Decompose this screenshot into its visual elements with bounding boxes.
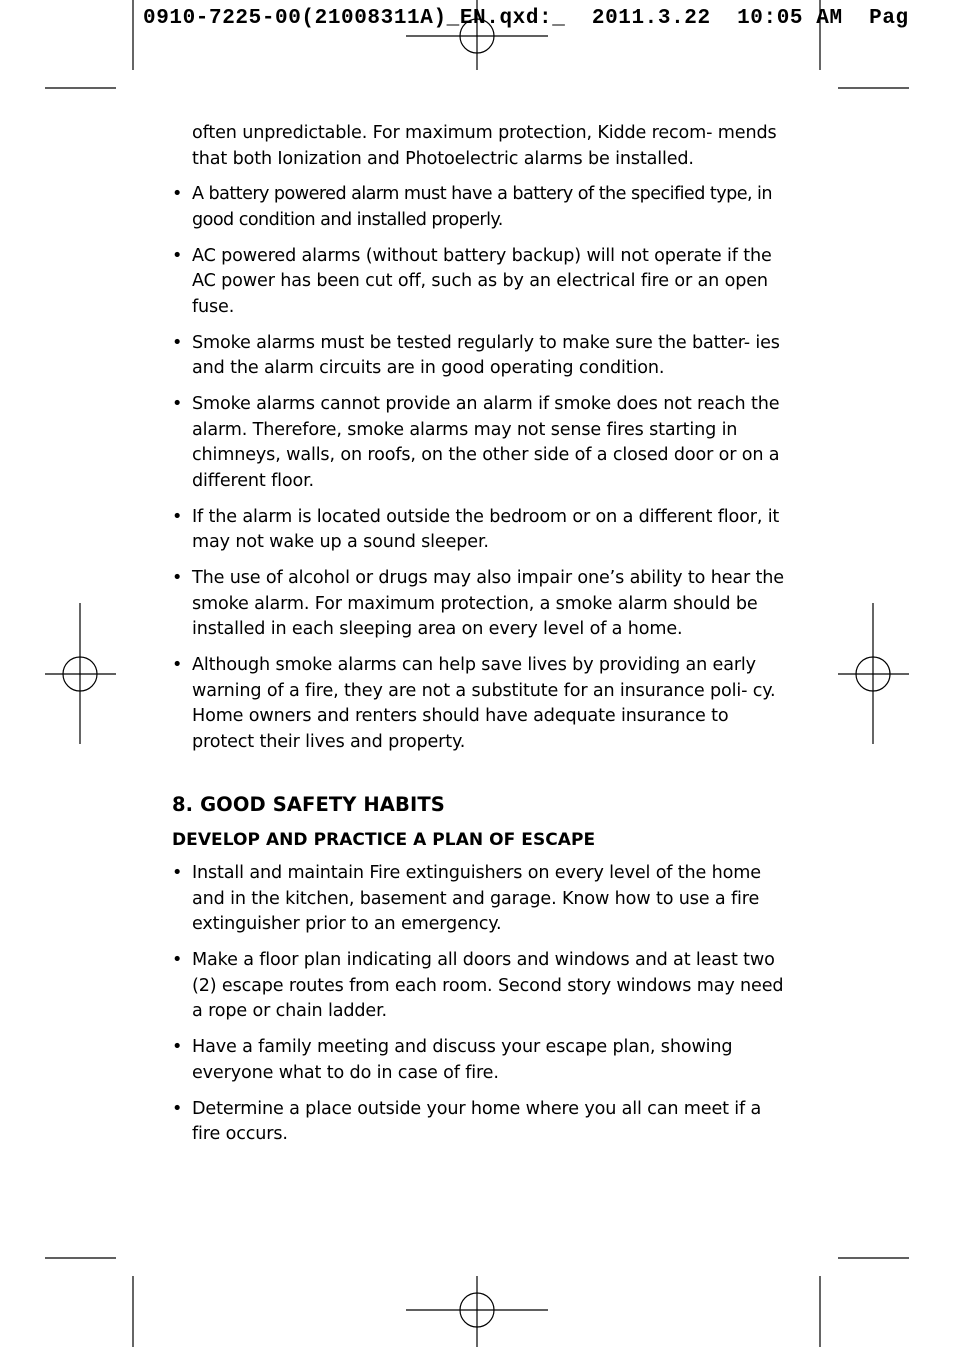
bullet-icon: • — [172, 655, 183, 675]
section-subheading: DEVELOP AND PRACTICE A PLAN OF ESCAPE — [172, 830, 596, 850]
list-item — [172, 1035, 787, 1086]
registration-target-left — [45, 603, 116, 744]
registration-target-bottom — [406, 1276, 548, 1347]
section-title: 8. GOOD SAFETY HABITS — [172, 793, 445, 816]
list-item — [172, 331, 787, 382]
bullet-icon: • — [172, 394, 183, 414]
bullet-icon: • — [172, 568, 183, 588]
bullet-icon: • — [172, 184, 182, 204]
list-item-text: Install and maintain Fire extinguishers on every level of the home and in the kitchen, basement and garage. Know how to use a fire extinguisher prior to an emergency. — [192, 863, 761, 934]
list-item — [172, 566, 787, 643]
list-item-text: Smoke alarms cannot provide an alarm if smoke does not reach the alarm. Therefore, smoke alarms may not sense fires starting in chimneys, walls, on roofs, on the other side of a closed door or on a different floor. — [192, 394, 780, 491]
list-item-text: AC powered alarms (without battery backup) will not operate if the AC power has been cut off, such as by an electrical fire or an open fuse. — [192, 245, 772, 317]
list-item — [172, 948, 787, 1025]
list-item — [172, 505, 787, 556]
list-item-text: Have a family meeting and discuss your escape plan, showing everyone what to do in case of fire. — [192, 1037, 733, 1083]
list-item-text: A battery powered alarm must have a battery of the specified type, in good condition and installed properly. — [192, 184, 772, 230]
limitations-list — [172, 182, 787, 755]
bullet-icon: • — [172, 950, 183, 970]
list-item — [172, 244, 787, 321]
print-slug-line: 0910-7225-00(21008311A)_EN.qxd:_ 2011.3.22 10:05 AM Pag — [143, 7, 909, 30]
registration-target-top — [406, 0, 548, 70]
list-item-text: The use of alcohol or drugs may also impair one’s ability to hear the smoke alarm. For maximum protection, a smoke alarm should be installed in each sleeping area on every level of a home. — [192, 568, 784, 639]
manual-page-content — [172, 121, 787, 1158]
list-item-text: Although smoke alarms can help save lives by providing an early warning of a fire, they are not a substitute for an insurance poli- cy. Home owners and renters should have adequate insurance to protect their lives and property. — [192, 655, 776, 752]
bullet-icon: • — [172, 506, 183, 527]
bullet-icon: • — [172, 1098, 183, 1119]
bullet-icon: • — [172, 863, 183, 883]
list-item — [172, 1097, 787, 1148]
list-item-text: Smoke alarms must be tested regularly to make sure the batter- ies and the alarm circuits are in good operating condition. — [192, 332, 780, 378]
list-item — [172, 392, 787, 494]
intro-paragraph: often unpredictable. For maximum protection, Kidde recom- mends that both Ionization and Photoelectric alarms be installed. — [192, 123, 777, 169]
list-item-text: Determine a place outside your home where you all can meet if a fire occurs. — [192, 1098, 762, 1144]
list-item — [172, 653, 787, 755]
bullet-icon: • — [172, 245, 183, 266]
list-item — [172, 861, 787, 938]
registration-target-right — [838, 603, 909, 744]
list-item-text: If the alarm is located outside the bedroom or on a different floor, it may not wake up a sound sleeper. — [192, 506, 780, 552]
list-item — [172, 182, 787, 233]
escape-plan-list — [172, 861, 787, 1148]
bullet-icon: • — [172, 1037, 183, 1057]
bullet-icon: • — [172, 332, 183, 353]
list-item-text: Make a floor plan indicating all doors and windows and at least two (2) escape routes from each room. Second story windows may need a rope or chain ladder. — [192, 950, 784, 1021]
